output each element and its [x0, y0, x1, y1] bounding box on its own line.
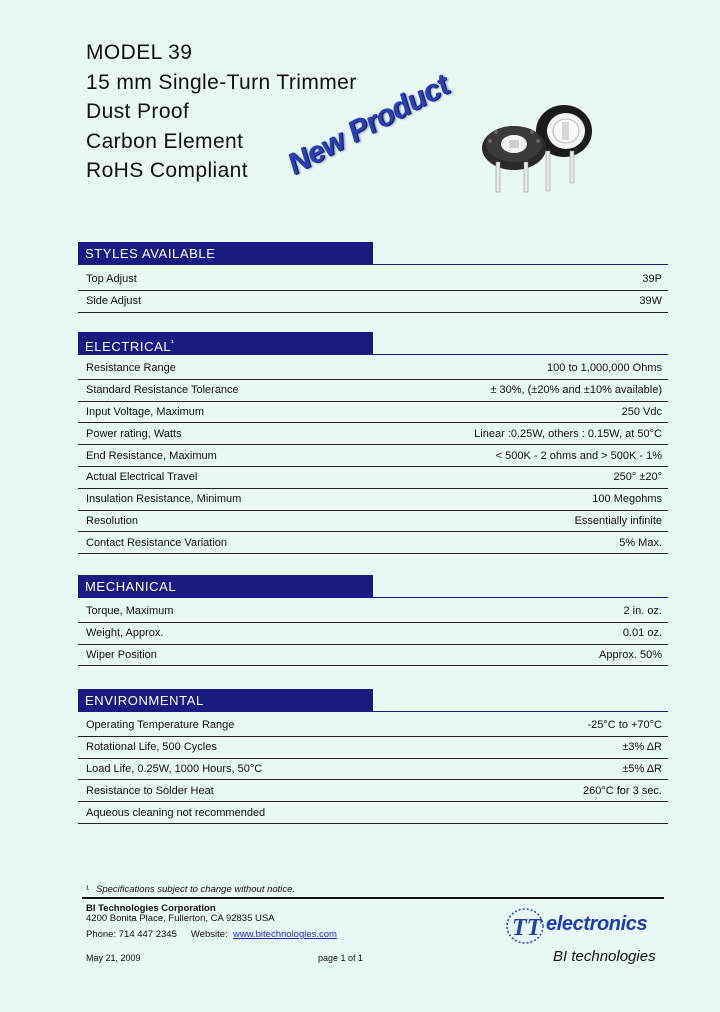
row-label: Insulation Resistance, Minimum [86, 493, 242, 506]
mechanical-table [78, 601, 668, 666]
table-row [78, 380, 668, 402]
table-row [78, 269, 668, 291]
row-value: 39P [642, 273, 662, 286]
row-value: < 500K - 2 ohms and > 500K - 1% [495, 449, 662, 462]
row-label: Load Life, 0.25W, 1000 Hours, 50°C [86, 762, 263, 775]
table-row [78, 802, 668, 824]
divider [78, 264, 668, 265]
logo-bi-technologies: BI technologies [553, 948, 656, 965]
row-label: Operating Temperature Range [86, 719, 235, 732]
trimmer-front-image [482, 126, 546, 192]
row-value: 0.01 oz. [622, 627, 662, 640]
section-header-electrical [78, 332, 373, 355]
row-label: End Resistance, Maximum [86, 449, 217, 462]
row-label: Aqueous cleaning not recommended [86, 806, 266, 819]
table-row [78, 623, 668, 645]
row-label: Actual Electrical Travel [86, 471, 198, 484]
row-label: Power rating, Watts [86, 427, 182, 440]
row-value: ±5% ΔR [622, 762, 662, 775]
table-row [78, 759, 668, 781]
section-title-mechanical: MECHANICAL [85, 579, 177, 594]
row-label: Input Voltage, Maximum [86, 405, 205, 418]
section-title-styles: STYLES AVAILABLE [85, 246, 216, 261]
phone-number: Phone: 714 447 2345 [86, 929, 177, 940]
tt-logo-icon [504, 906, 546, 946]
feature-rohs: RoHS Compliant [86, 159, 248, 182]
website-link[interactable]: www.bitechnologies.com [232, 929, 337, 940]
divider [78, 597, 668, 598]
footnote-reference: ¹ [171, 340, 175, 347]
section-title-environmental: ENVIRONMENTAL [85, 693, 204, 708]
row-value: 39W [639, 295, 662, 308]
row-value: 260°C for 3 sec. [583, 784, 662, 797]
row-value: 100 Megohms [592, 493, 662, 506]
row-value: ±3% ΔR [622, 741, 662, 754]
row-value: Approx. 50% [599, 648, 662, 661]
row-label: Resolution [86, 514, 138, 527]
divider [78, 711, 668, 712]
row-label: Resistance Range [86, 362, 176, 375]
row-value: 2 in. oz. [623, 605, 662, 618]
model-title: MODEL 39 [86, 41, 193, 64]
table-row [78, 601, 668, 623]
company-address: 4200 Bonita Place, Fullerton, CA 92835 USA [86, 913, 275, 924]
footnote-text: Specifications subject to change without notice. [96, 884, 296, 895]
row-value: Essentially infinite [574, 514, 662, 527]
row-value: ± 30%, (±20% and ±10% available) [490, 384, 662, 397]
table-row [78, 489, 668, 511]
table-row [78, 445, 668, 467]
table-row [78, 291, 668, 313]
table-row [78, 402, 668, 424]
table-row [78, 358, 668, 380]
row-label: Wiper Position [86, 648, 157, 661]
divider [78, 354, 668, 355]
row-label: Standard Resistance Tolerance [86, 384, 239, 397]
table-row [78, 645, 668, 667]
styles-table [78, 269, 668, 313]
website-label: Website: [190, 929, 228, 940]
new-product-badge: New Product [282, 68, 455, 182]
section-header-styles [78, 242, 373, 265]
logo-electronics: electronics [546, 913, 648, 935]
company-name: BI Technologies Corporation [86, 903, 216, 914]
section-header-environmental [78, 689, 373, 712]
logo-mark-text: TT [512, 915, 542, 941]
section-header-mechanical [78, 575, 373, 598]
product-subtitle: 15 mm Single-Turn Trimmer [86, 70, 357, 94]
row-value: 250° ±20° [613, 471, 662, 484]
page-number: page 1 of 1 [318, 953, 364, 963]
row-label: Rotational Life, 500 Cycles [86, 741, 217, 754]
row-value: 5% Max. [619, 536, 662, 549]
row-label: Resistance to Solder Heat [86, 784, 214, 797]
footnote-mark: ¹ [86, 884, 90, 895]
table-row [78, 511, 668, 533]
row-value: Linear :0.25W, others : 0.15W, at 50°C [474, 427, 662, 440]
document-date: May 21, 2009 [86, 953, 141, 963]
table-row [78, 715, 668, 737]
row-label: Torque, Maximum [86, 605, 174, 618]
table-row [78, 423, 668, 445]
section-title-electrical: ELECTRICAL [85, 339, 172, 354]
row-value: 100 to 1,000,000 Ohms [547, 362, 662, 375]
table-row [78, 467, 668, 489]
table-row [78, 780, 668, 802]
trimmer-product-photo [466, 96, 606, 196]
row-label: Contact Resistance Variation [86, 536, 228, 549]
row-value: -25°C to +70°C [587, 719, 662, 732]
row-label: Weight, Approx. [86, 627, 164, 640]
row-label: Side Adjust [86, 295, 142, 308]
footnote [86, 884, 295, 895]
feature-carbon-element: Carbon Element [86, 129, 244, 153]
contact-line [86, 929, 337, 940]
row-label: Top Adjust [86, 273, 137, 286]
table-row [78, 737, 668, 759]
table-row [78, 532, 668, 554]
environmental-table [78, 715, 668, 824]
feature-dust-proof: Dust Proof [86, 100, 190, 123]
electrical-table [78, 358, 668, 554]
footer-divider [82, 897, 664, 899]
row-value: 250 Vdc [621, 405, 662, 418]
